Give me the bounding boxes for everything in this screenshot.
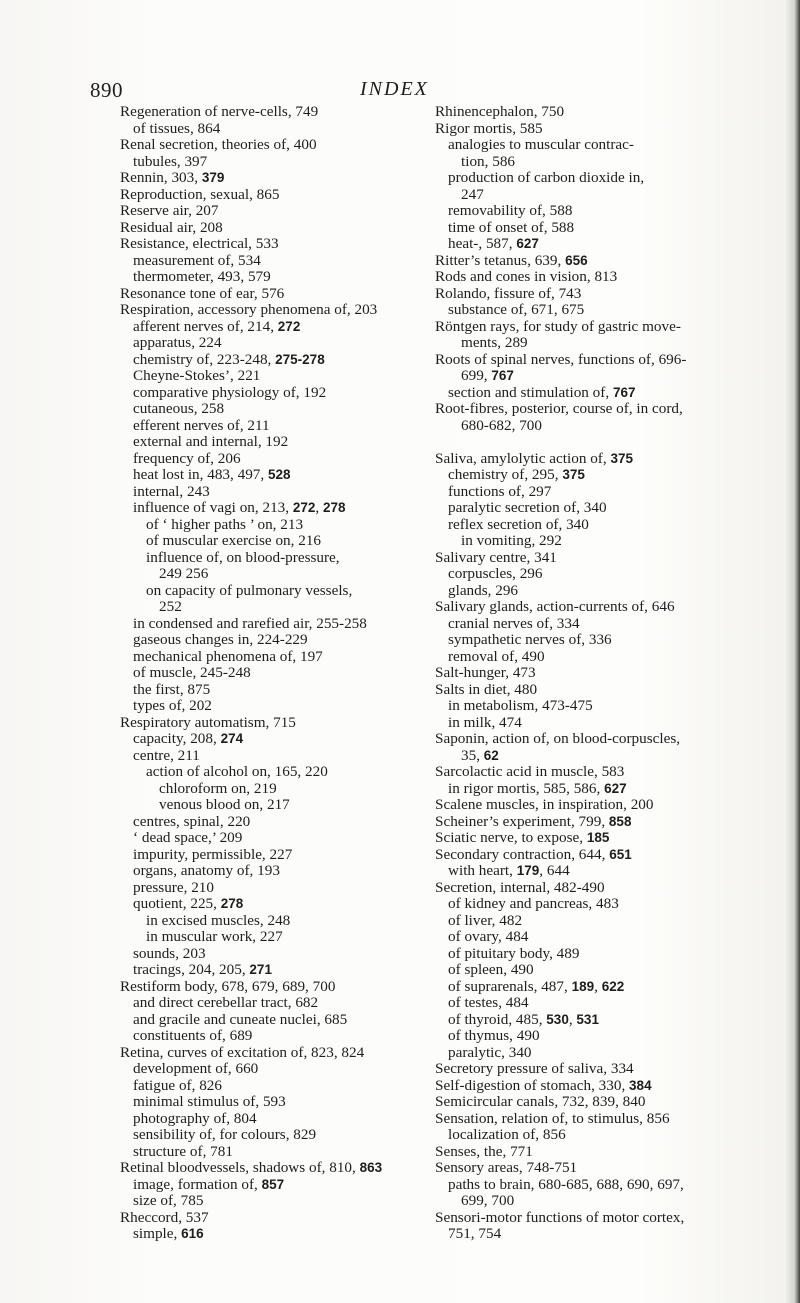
index-subentry: organs, anatomy of, 193	[133, 862, 280, 879]
index-subentry: of spleen, 490	[448, 961, 534, 978]
running-head: INDEX	[360, 78, 429, 100]
index-entry: Salivary glands, action-currents of, 646	[435, 598, 675, 615]
index-column-left	[120, 104, 430, 1243]
index-subentry: of muscular exercise on, 216	[146, 532, 322, 549]
index-subentry: action of alcohol on, 165, 220	[146, 763, 328, 780]
index-subentry: production of carbon dioxide in,	[448, 169, 645, 186]
index-subentry: thermometer, 493, 579	[133, 268, 271, 285]
index-entry: Sensori-motor functions of motor cortex,	[435, 1208, 685, 1226]
index-subentry: 252	[159, 598, 182, 615]
index-subentry: mechanical phenomena of, 197	[133, 647, 323, 665]
index-subentry: and direct cerebellar tract, 682	[133, 994, 319, 1011]
index-entry: Scheiner’s experiment, 799, 858	[435, 812, 632, 830]
index-subentry: size of, 785	[133, 1192, 204, 1209]
index-subentry: sympathetic nerves of, 336	[448, 631, 612, 648]
index-entry: Secretion, internal, 482-490	[435, 878, 605, 896]
index-subentry: Cheyne-Stokes’, 221	[133, 367, 261, 384]
index-subentry: 247	[461, 185, 484, 203]
bold-page-ref: 62	[483, 747, 499, 763]
index-entry: Resonance tone of ear, 576	[120, 284, 285, 302]
index-subentry: paralytic, 340	[448, 1043, 532, 1061]
index-entry: Secondary contraction, 644, 651	[435, 845, 632, 863]
index-subentry: in excised muscles, 248	[146, 911, 291, 929]
index-entry: Rigor mortis, 585	[435, 119, 543, 137]
index-subentry: of testes, 484	[448, 994, 529, 1011]
index-subentry: time of onset of, 588	[448, 218, 575, 236]
index-subentry: afferent nerves of, 214, 272	[133, 317, 301, 335]
index-subentry: minimal stimulus of, 593	[133, 1093, 286, 1110]
index-entry: Retinal bloodvessels, shadows of, 810, 863	[120, 1159, 383, 1176]
index-subentry: of suprarenals, 487, 189, 622	[448, 977, 625, 995]
index-subentry: ‘ dead space,’ 209	[133, 829, 243, 846]
index-subentry: ments, 289	[461, 334, 528, 351]
bold-page-ref: 189	[571, 978, 595, 994]
bold-page-ref: 767	[491, 368, 514, 383]
index-subentry: frequency of, 206	[133, 449, 241, 467]
index-entry: Root-fibres, posterior, course of, in cord,	[435, 400, 683, 417]
bold-page-ref: 858	[608, 813, 632, 829]
index-subentry: of pituitary body, 489	[448, 944, 580, 962]
index-subentry: heat lost in, 483, 497, 528	[133, 466, 291, 483]
index-subentry: influence of vagi on, 213, 272, 278	[133, 499, 346, 516]
index-subentry: constituents of, 689	[133, 1027, 253, 1044]
index-subentry: impurity, permissible, 227	[133, 845, 293, 863]
index-entry: Reproduction, sexual, 865	[120, 185, 280, 203]
index-entry: Respiratory automatism, 715	[120, 713, 296, 731]
index-subentry: in rigor mortis, 585, 586, 627	[448, 779, 627, 797]
index-subentry: corpuscles, 296	[448, 565, 543, 582]
index-subentry: heat-, 587, 627	[448, 235, 539, 252]
index-entry: Saliva, amylolytic action of, 375	[435, 449, 633, 467]
index-subentry: 699, 767	[461, 367, 514, 384]
index-entry: Salts in diet, 480	[435, 680, 538, 698]
index-entry: Sarcolactic acid in muscle, 583	[435, 763, 625, 780]
index-entry: Scalene muscles, in inspiration, 200	[435, 796, 654, 813]
bold-page-ref: 616	[181, 1226, 204, 1241]
index-subentry: with heart, 179, 644	[448, 862, 570, 879]
bold-page-ref: 272	[277, 318, 301, 334]
index-subentry: development of, 660	[133, 1060, 259, 1077]
index-subentry: cranial nerves of, 334	[448, 614, 580, 632]
bold-page-ref: 271	[249, 962, 272, 977]
index-subentry: influence of, on blood-pressure,	[146, 548, 340, 566]
index-subentry: sounds, 203	[133, 944, 206, 962]
index-subentry: simple, 616	[133, 1225, 204, 1242]
index-subentry: of ‘ higher paths ’ on, 213	[146, 515, 304, 533]
index-entry: Sensation, relation of, to stimulus, 856	[435, 1109, 670, 1127]
index-subentry: tubules, 397	[133, 152, 208, 170]
index-entry: Ritter’s tetanus, 639, 656	[435, 251, 588, 269]
index-subentry: gaseous changes in, 224-229	[133, 631, 308, 648]
bold-page-ref: 278	[322, 500, 346, 515]
bold-page-ref: 274	[220, 731, 244, 746]
index-entry: Salt-hunger, 473	[435, 664, 536, 681]
index-subentry: apparatus, 224	[133, 334, 222, 351]
index-entry: Rolando, fissure of, 743	[435, 284, 582, 302]
index-subentry: in milk, 474	[448, 713, 522, 731]
index-subentry: section and stimulation of, 767	[448, 383, 636, 401]
index-subentry: pressure, 210	[133, 878, 214, 896]
index-subentry: 699, 700	[461, 1192, 515, 1209]
index-subentry: removability of, 588	[448, 202, 573, 219]
bold-page-ref: 651	[609, 846, 632, 862]
index-subentry: of muscle, 245-248	[133, 664, 251, 681]
bold-page-ref: 531	[576, 1011, 599, 1027]
index-subentry: chemistry of, 223-248, 275-278	[133, 350, 325, 368]
index-subentry: cutaneous, 258	[133, 400, 225, 417]
index-subentry: on capacity of pulmonary vessels,	[146, 581, 353, 599]
bold-page-ref: 278	[220, 896, 244, 911]
index-entry: Self-digestion of stomach, 330, 384	[435, 1076, 652, 1094]
index-subentry: quotient, 225, 278	[133, 895, 244, 912]
index-subentry: paralytic secretion of, 340	[448, 499, 607, 516]
index-entry: Regeneration of nerve-cells, 749	[120, 103, 319, 120]
bold-page-ref: 384	[629, 1077, 652, 1093]
bold-page-ref: 375	[610, 450, 633, 466]
index-entry: Rheccord, 537	[120, 1208, 209, 1226]
index-subentry: 249 256	[159, 565, 209, 582]
index-subentry: in metabolism, 473-475	[448, 697, 593, 714]
index-entry: Secretory pressure of saliva, 334	[435, 1060, 634, 1077]
index-subentry: fatigue of, 826	[133, 1076, 222, 1094]
index-entry: Röntgen rays, for study of gastric move-	[435, 317, 681, 335]
bold-page-ref: 863	[359, 1160, 383, 1175]
index-subentry: sensibility of, for colours, 829	[133, 1126, 317, 1143]
index-subentry: types of, 202	[133, 697, 212, 714]
index-entry: Resistance, electrical, 533	[120, 235, 279, 252]
index-subentry: tion, 586	[461, 152, 516, 170]
index-subentry: reflex secretion of, 340	[448, 515, 589, 533]
bold-page-ref: 767	[612, 384, 636, 400]
index-subentry: of kidney and pancreas, 483	[448, 895, 619, 912]
index-subentry: of tissues, 864	[133, 119, 221, 137]
index-entry: Rods and cones in vision, 813	[435, 268, 618, 285]
index-subentry: image, formation of, 857	[133, 1175, 285, 1193]
index-subentry: glands, 296	[448, 581, 519, 599]
index-subentry: removal of, 490	[448, 647, 545, 665]
index-subentry: capacity, 208, 274	[133, 730, 244, 747]
page-edge-shadow	[786, 0, 800, 1303]
index-subentry: external and internal, 192	[133, 433, 289, 450]
bold-page-ref: 656	[565, 252, 588, 268]
index-subentry: venous blood on, 217	[159, 796, 290, 813]
index-subentry: in vomiting, 292	[461, 532, 562, 549]
bold-page-ref: 179	[516, 863, 540, 878]
index-subentry: localization of, 856	[448, 1126, 566, 1143]
index-subentry: efferent nerves of, 211	[133, 416, 270, 434]
index-subentry: 680-682, 700	[461, 416, 542, 434]
index-entry: Sciatic nerve, to expose, 185	[435, 829, 610, 846]
index-entry: Retina, curves of excitation of, 823, 824	[120, 1043, 365, 1061]
index-entry: Sensory areas, 748-751	[435, 1159, 578, 1176]
index-entry: Semicircular canals, 732, 839, 840	[435, 1093, 646, 1110]
index-subentry: 35, 62	[461, 746, 499, 764]
index-subentry: comparative physiology of, 192	[133, 383, 327, 401]
bold-page-ref: 622	[601, 978, 625, 994]
index-subentry: structure of, 781	[133, 1142, 233, 1160]
section-gap	[435, 434, 775, 451]
bold-page-ref: 857	[261, 1176, 285, 1192]
bold-page-ref: 530	[546, 1011, 569, 1027]
index-entry: Renal secretion, theories of, 400	[120, 136, 317, 153]
index-subentry: of ovary, 484	[448, 928, 529, 945]
index-subentry: in muscular work, 227	[146, 928, 283, 945]
bold-page-ref: 627	[516, 236, 539, 251]
bold-page-ref: 379	[201, 170, 225, 185]
index-subentry: 751, 754	[448, 1225, 502, 1242]
page-number: 890	[90, 78, 123, 102]
index-entry: Residual air, 208	[120, 218, 223, 236]
index-subentry: and gracile and cuneate nuclei, 685	[133, 1010, 348, 1028]
bold-page-ref: 627	[604, 780, 627, 796]
index-entry: Rhinencephalon, 750	[435, 103, 565, 120]
index-entry: Saponin, action of, on blood-corpuscles,	[435, 730, 681, 747]
index-subentry: substance of, 671, 675	[448, 301, 585, 318]
index-entry: Senses, the, 771	[435, 1142, 533, 1160]
bold-page-ref: 375	[562, 467, 585, 482]
index-entry: Respiration, accessory phenomena of, 203	[120, 301, 378, 318]
bold-page-ref: 528	[268, 467, 291, 482]
index-subentry: chemistry of, 295, 375	[448, 466, 585, 483]
index-subentry: in condensed and rarefied air, 255-258	[133, 614, 367, 632]
index-subentry: of thymus, 490	[448, 1027, 540, 1044]
index-subentry: of liver, 482	[448, 911, 523, 929]
index-subentry: chloroform on, 219	[159, 779, 277, 797]
bold-page-ref: 272	[292, 500, 316, 515]
bold-page-ref: 275-278	[275, 351, 325, 367]
index-subentry: centres, spinal, 220	[133, 812, 251, 830]
index-subentry: analogies to muscular contrac-	[448, 136, 634, 153]
index-entry: Roots of spinal nerves, functions of, 696-	[435, 350, 687, 368]
index-subentry: the first, 875	[133, 680, 211, 698]
index-entry: Reserve air, 207	[120, 202, 219, 219]
index-entry: Salivary centre, 341	[435, 548, 557, 566]
index-entry: Rennin, 303, 379	[120, 169, 225, 186]
index-column-right	[435, 104, 775, 1243]
index-entry: Restiform body, 678, 679, 689, 700	[120, 977, 336, 995]
bold-page-ref: 185	[586, 830, 610, 845]
index-subentry: internal, 243	[133, 482, 210, 500]
index-subentry: photography of, 804	[133, 1109, 257, 1127]
index-subentry: functions of, 297	[448, 482, 552, 500]
index-subentry: centre, 211	[133, 746, 200, 764]
index-subentry: of thyroid, 485, 530, 531	[448, 1010, 599, 1028]
index-subentry: paths to brain, 680-685, 688, 690, 697,	[448, 1175, 684, 1193]
index-subentry: measurement of, 534	[133, 251, 261, 269]
index-subentry: tracings, 204, 205, 271	[133, 961, 272, 978]
